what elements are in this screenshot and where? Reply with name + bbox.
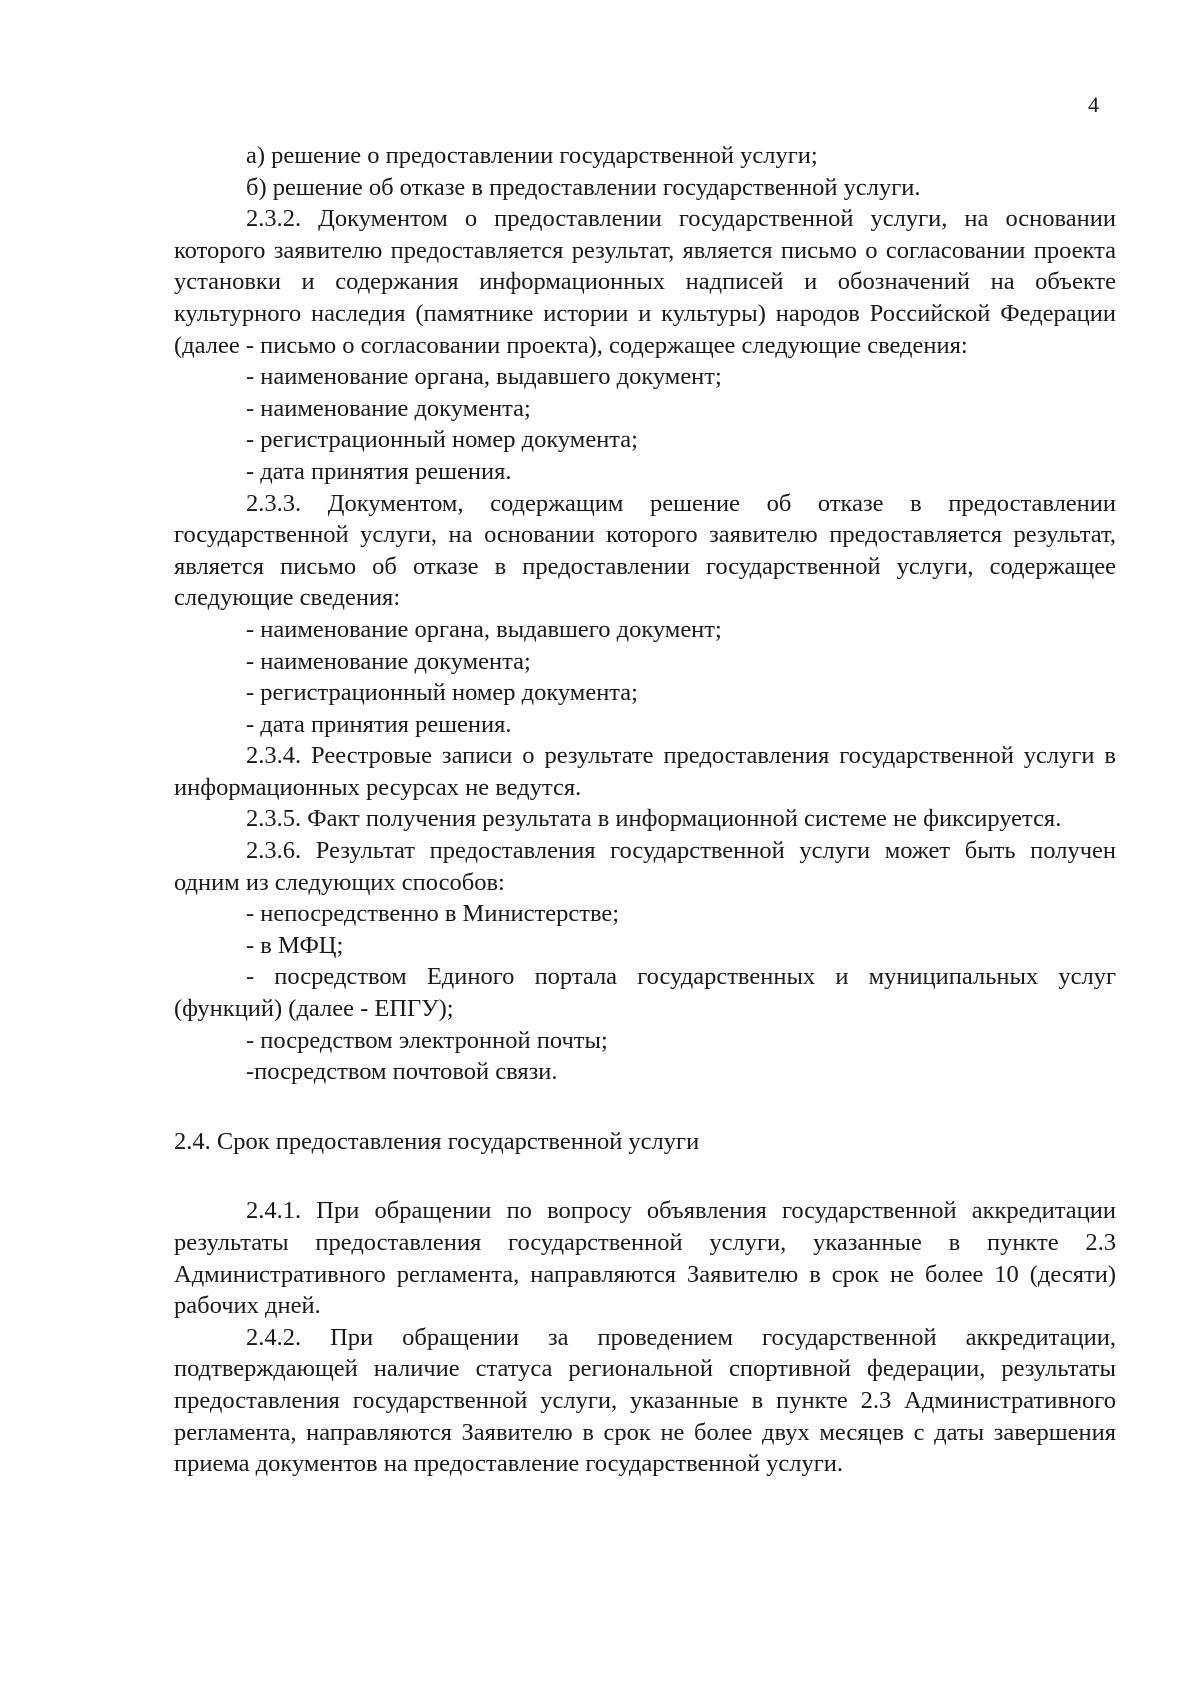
- paragraph-decision-refused: б) решение об отказе в предоставлении государственной услуги.: [246, 173, 921, 201]
- list-item: - регистрационный номер документа;: [246, 679, 638, 707]
- list-item: - в МФЦ;: [246, 931, 344, 959]
- page-number: 4: [1088, 92, 1099, 117]
- paragraph-2-3-4: 2.3.4. Реестровые записи о результате предоставления государственной услуги в информационных ресурсах не ведутся.: [174, 742, 1116, 801]
- paragraph-decision-granted: а) решение о предоставлении государственной услуги;: [246, 142, 818, 169]
- list-item: - посредством электронной почты;: [246, 1026, 608, 1054]
- paragraph-2-3-2: 2.3.2. Документом о предоставлении государственной услуги, на основании которого заявителю предоставляется результат, является письмо о согласовании проекта установки и содержания информационных надписей и обозначений на объекте культурного наследия (памятнике истории и культуры) народов Российской Федерации (далее - письмо о согласовании проекта), содержащее следующие сведения:: [174, 205, 1116, 359]
- list-item: - дата принятия решения.: [246, 457, 512, 485]
- list-item: - наименование документа;: [246, 647, 531, 675]
- section-heading-2-4: 2.4. Срок предоставления государственной услуги: [174, 1127, 700, 1155]
- list-item: - регистрационный номер документа;: [246, 426, 638, 454]
- list-item: - наименование органа, выдавшего документ;: [246, 615, 722, 643]
- list-item: - наименование документа;: [246, 394, 531, 422]
- list-item: -посредством почтовой связи.: [246, 1058, 558, 1086]
- list-item: - непосредственно в Министерстве;: [246, 900, 620, 928]
- list-item: - дата принятия решения.: [246, 710, 512, 738]
- paragraph-2-4-1: 2.4.1. При обращении по вопросу объявления государственной аккредитации результаты предоставления государственной услуги, указанные в пункте 2.3 Административного регламента, направляются Заявителю в срок не более 10 (десяти) рабочих дней.: [174, 1197, 1116, 1320]
- document-body: [174, 140, 1116, 1480]
- paragraph-2-3-6: 2.3.6. Результат предоставления государственной услуги может быть получен одним из следующих способов:: [174, 837, 1116, 896]
- paragraph-2-3-5: 2.3.5. Факт получения результата в информационной системе не фиксируется.: [246, 805, 1062, 833]
- list-item: - наименование органа, выдавшего документ;: [246, 363, 722, 391]
- list-item-epgu: - посредством Единого портала государственных и муниципальных услуг (функций) (далее - ЕПГУ);: [174, 963, 1116, 1023]
- paragraph-2-3-3: 2.3.3. Документом, содержащим решение об отказе в предоставлении государственной услуги, на основании которого заявителю предоставляется результат, является письмо об отказе в предоставлении государственной услуги, содержащее следующие сведения:: [174, 489, 1116, 612]
- paragraph-2-4-2: 2.4.2. При обращении за проведением государственной аккредитации, подтверждающей наличие статуса региональной спортивной федерации, результаты предоставления государственной услуги, указанные в пункте 2.3 Административного регламента, направляются Заявителю в срок не более двух месяцев с даты завершения приема документов на предоставление государственной услуги.: [174, 1323, 1116, 1478]
